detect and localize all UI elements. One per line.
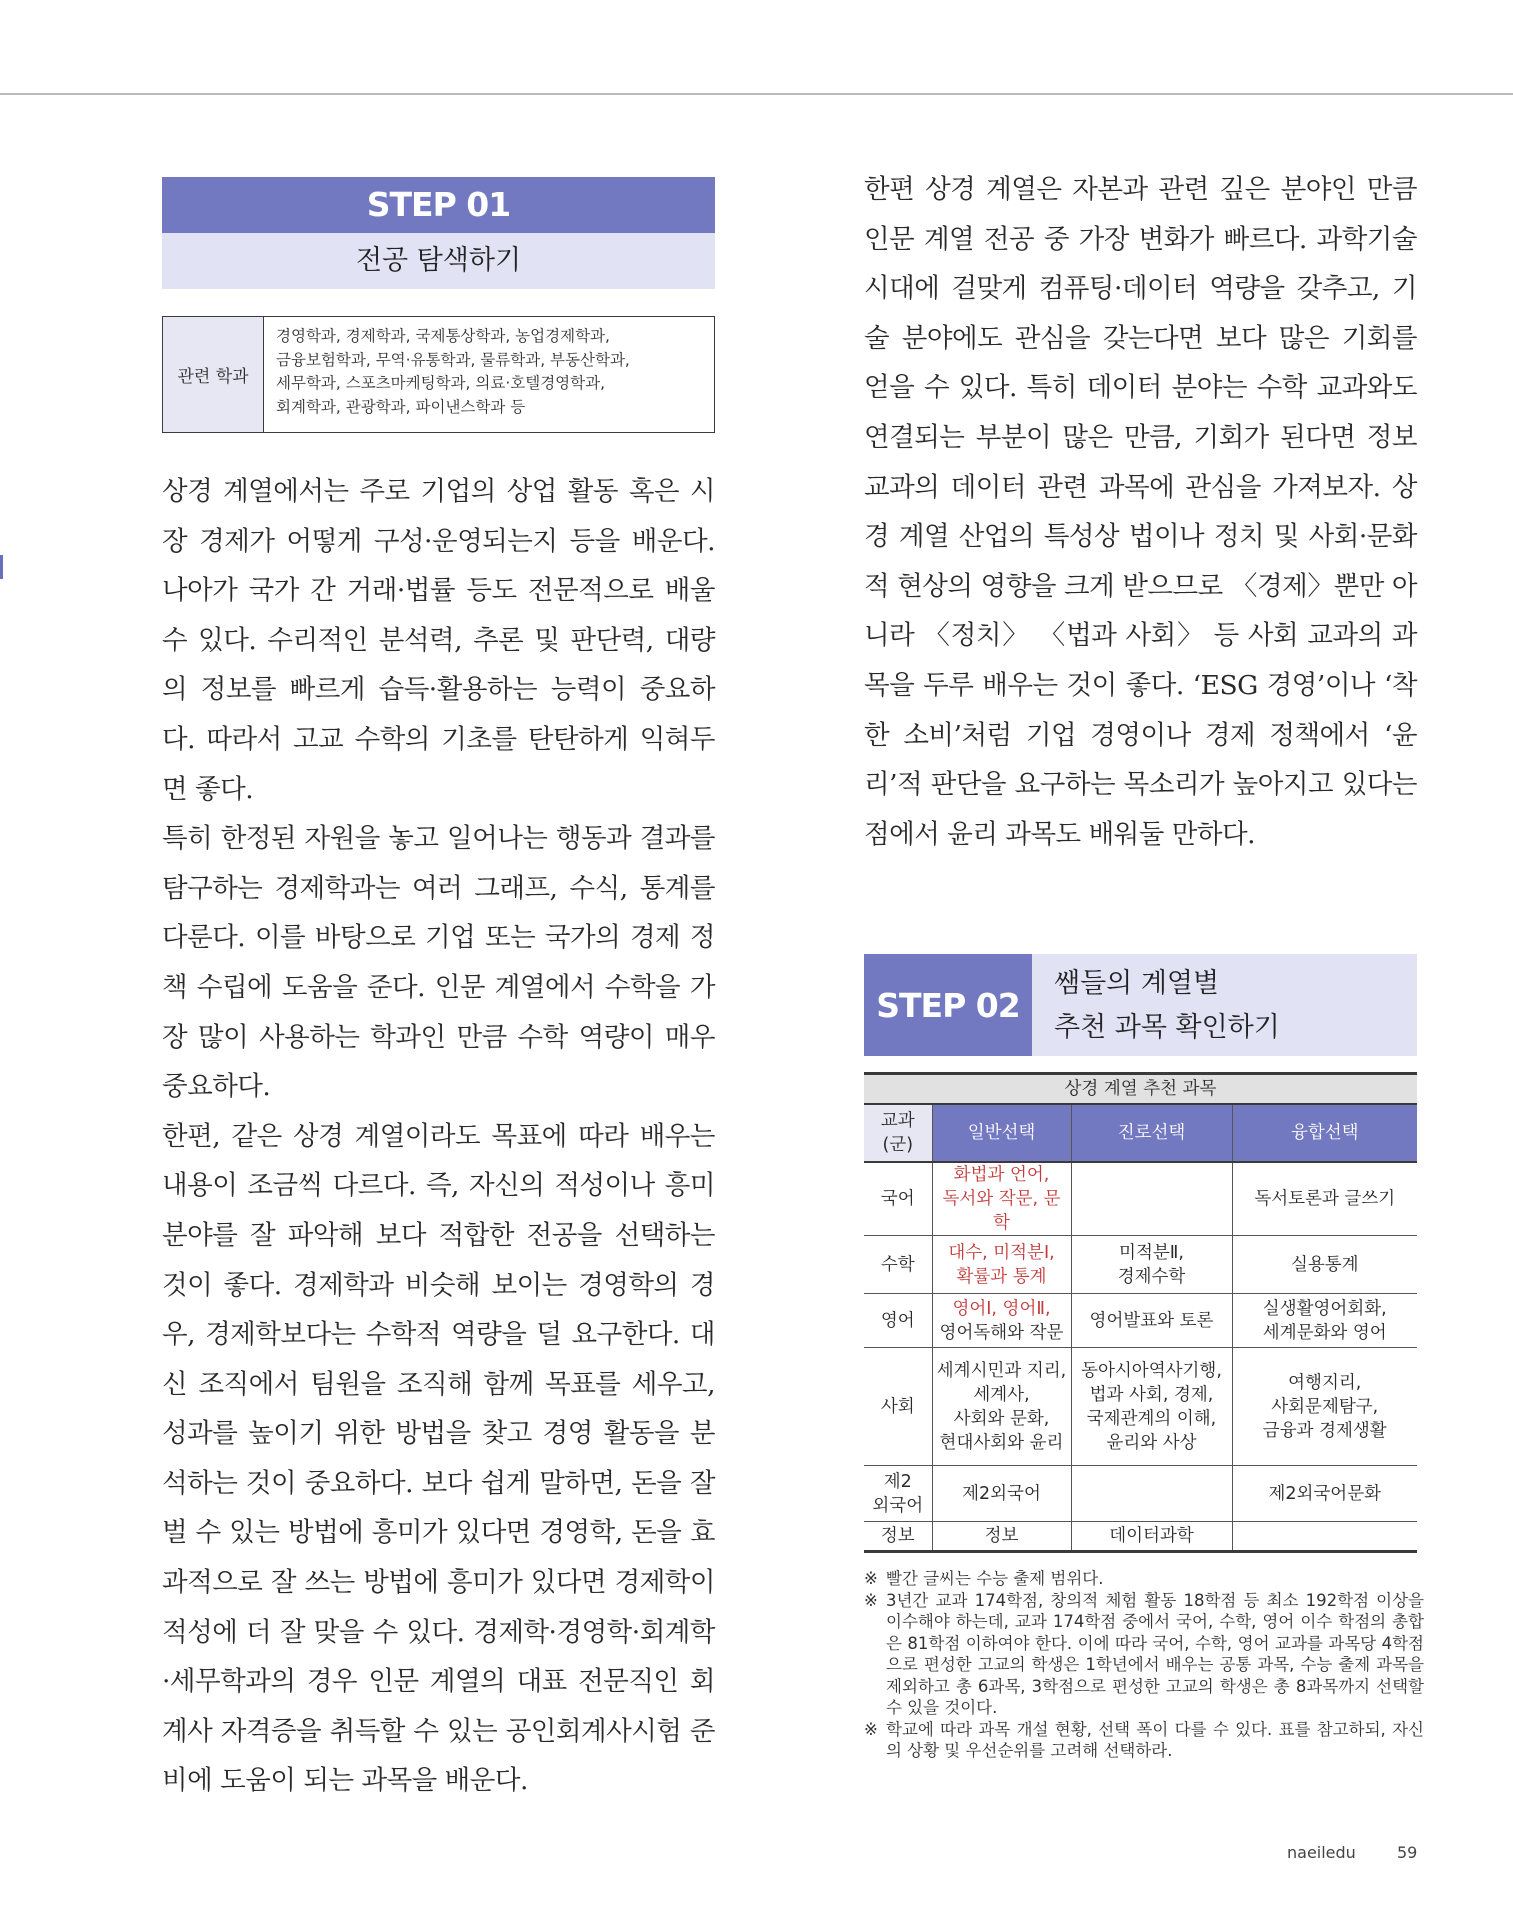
table-row xyxy=(864,1236,1417,1294)
left-column-body xyxy=(162,467,715,1806)
general-cell xyxy=(932,1162,1071,1236)
subject-line: 사회문제탐구, xyxy=(1271,1396,1379,1417)
fusion-cell xyxy=(1232,1294,1417,1348)
left-edge-marker xyxy=(0,555,3,579)
subject-line: 금융과 경제생활 xyxy=(1262,1420,1387,1441)
step2-title-line: 추천 과목 확인하기 xyxy=(1054,1012,1280,1043)
subject-line: 세계사, xyxy=(973,1384,1030,1405)
subject-line: 동아시아역사기행, xyxy=(1081,1360,1222,1381)
fusion-cell xyxy=(1232,1466,1417,1522)
footnote xyxy=(864,1719,1424,1762)
subject-line: 영어Ⅰ, 영어Ⅱ, xyxy=(952,1298,1051,1319)
subject-line: 미적분Ⅱ, xyxy=(1119,1242,1184,1263)
step2-header xyxy=(864,954,1417,1056)
subject-line: 윤리와 사상 xyxy=(1106,1432,1197,1453)
body-paragraph: 한편, 같은 상경 계열이라도 목표에 따라 배우는 내용이 조금씩 다르다. 즉, 자신의 적성이나 흥미 분야를 잘 파악해 보다 적합한 전공을 선택하는 것이 좋다. 경제학과 비슷해 보이는 경영학의 경우, 경제학보다는 수학적 역량을 덜 요구한다. 대신 조직에서 팀원을 조직해 함께 목표를 세우고, 성과를 높이기 위한 방법을 찾고 경영 활동을 분석하는 것이 중요하다. 보다 쉽게 말하면, 돈을 잘 벌 수 있는 방법에 흥미가 있다면 경영학, 돈을 효과적으로 잘 쓰는 방법에 흥미가 있다면 경제학이 적성에 더 잘 맞을 수 있다. 경제학·경영학·회계학·세무학과의 경우 인문 계열의 대표 전문직인 회계사 자격증을 취득할 수 있는 공인회계사시험 준비에 도움이 되는 과목을 배운다. xyxy=(162,1120,715,1797)
body-paragraph: 한편 상경 계열은 자본과 관련 깊은 분야인 만큼 인문 계열 전공 중 가장 변화가 빠르다. 과학기술 시대에 걸맞게 컴퓨팅·데이터 역량을 갖추고, 기술 분야에도 관심을 갖는다면 보다 많은 기회를 얻을 수 있다. 특히 데이터 분야는 수학 교과와도 연결되는 부분이 많은 만큼, 기회가 된다면 정보 교과의 데이터 관련 과목에 관심을 가져보자. 상경 계열 산업의 특성상 법이나 정치 및 사회·문화적 현상의 영향을 크게 받으므로 〈경제〉뿐만 아니라 〈정치〉 〈법과 사회〉 등 사회 교과의 과목을 두루 배우는 것이 좋다. ‘ESG 경영’이나 ‘착한 소비’처럼 기업 경영이나 경제 정책에서 ‘윤리’적 판단을 요구하는 목소리가 높아지고 있다는 점에서 윤리 과목도 배워둘 만하다. xyxy=(864,174,1417,850)
subject-line: 확률과 통계 xyxy=(956,1266,1047,1287)
subject-line: 정보 xyxy=(984,1526,1019,1546)
subject-line: 실생활영어회화, xyxy=(1262,1298,1387,1319)
career-cell xyxy=(1071,1162,1232,1236)
career-cell xyxy=(1071,1522,1232,1552)
related-departments-box xyxy=(162,316,715,433)
subject-line: 독서와 작문, 문학 xyxy=(942,1189,1061,1233)
subject-line: 데이터과학 xyxy=(1109,1526,1194,1546)
table-row xyxy=(864,1162,1417,1236)
footer-brand: naeiledu xyxy=(1287,1843,1356,1862)
body-paragraph: 특히 한정된 자원을 놓고 일어나는 행동과 결과를 탐구하는 경제학과는 여러 그래프, 수식, 통계를 다룬다. 이를 바탕으로 기업 또는 국가의 경제 정책 수립에 도움을 준다. 인문 계열에서 수학을 가장 많이 사용하는 학과인 만큼 수학 역량이 매우 중요하다. xyxy=(162,823,715,1103)
footnote xyxy=(864,1590,1424,1719)
related-departments-list xyxy=(264,317,714,432)
note-mark: ※ xyxy=(864,1569,878,1588)
table-row xyxy=(864,1294,1417,1348)
subject-line: 영어발표와 토론 xyxy=(1089,1310,1214,1331)
step2-title-line: 쌤들의 계열별 xyxy=(1054,968,1220,999)
subject-cell: 정보 xyxy=(864,1522,932,1552)
subject-line: 현대사회와 윤리 xyxy=(939,1432,1064,1453)
header-subject-group: 교과 (군) xyxy=(864,1104,932,1162)
fusion-cell xyxy=(1232,1236,1417,1294)
related-departments-label: 관련 학과 xyxy=(163,317,264,432)
subject-line: 여행지리, xyxy=(1288,1372,1362,1393)
table-row xyxy=(864,1522,1417,1552)
career-cell xyxy=(1071,1348,1232,1466)
subject-line: 국제관계의 이해, xyxy=(1086,1408,1217,1429)
dept-line: 세무학과, 스포츠마케팅학과, 의료·호텔경영학과, xyxy=(276,374,606,392)
fusion-cell xyxy=(1232,1162,1417,1236)
subject-line: 사회와 문화, xyxy=(953,1408,1050,1429)
top-rule xyxy=(0,93,1513,95)
subject-cell: 수학 xyxy=(864,1236,932,1294)
table-header-row xyxy=(864,1104,1417,1162)
dept-line: 회계학과, 관광학과, 파이낸스학과 등 xyxy=(276,397,526,416)
step2-tag: STEP 02 xyxy=(864,954,1032,1056)
career-cell xyxy=(1071,1466,1232,1522)
footnote xyxy=(864,1568,1424,1590)
general-cell xyxy=(932,1522,1071,1552)
general-cell xyxy=(932,1294,1071,1348)
footnote-text: 빨간 글씨는 수능 출제 범위다. xyxy=(886,1569,1104,1588)
subject-line: 독서토론과 글쓰기 xyxy=(1254,1189,1396,1209)
subject-line: 세계시민과 지리, xyxy=(936,1360,1067,1381)
general-cell xyxy=(932,1236,1071,1294)
subject-line: 법과 사회, 경제, xyxy=(1089,1384,1214,1405)
table-caption: 상경 계열 추천 과목 xyxy=(864,1074,1417,1105)
step1-tag: STEP 01 xyxy=(162,177,715,233)
subject-line: 제2외국어 xyxy=(962,1483,1041,1504)
step2-title xyxy=(1032,954,1417,1056)
table-row xyxy=(864,1466,1417,1522)
subject-line: 실용통계 xyxy=(1290,1254,1359,1275)
header-general: 일반선택 xyxy=(932,1104,1071,1162)
recommended-subjects-table xyxy=(864,1072,1417,1553)
subject-line: 영어독해와 작문 xyxy=(939,1322,1064,1343)
general-cell xyxy=(932,1466,1071,1522)
subject-line: 대수, 미적분Ⅰ, xyxy=(948,1242,1055,1263)
dept-line: 경영학과, 경제학과, 국제통상학과, 농업경제학과, xyxy=(276,327,610,345)
note-mark: ※ xyxy=(864,1719,878,1739)
header-fusion: 융합선택 xyxy=(1232,1104,1417,1162)
dept-line: 금융보험학과, 무역·유통학과, 물류학과, 부동산학과, xyxy=(276,350,630,369)
fusion-cell xyxy=(1232,1522,1417,1552)
footnote-text: 3년간 교과 174학점, 창의적 체험 활동 18학점 등 최소 192학점 이상을 이수해야 하는데, 교과 174학점 중에서 국어, 수학, 영어 이수 학점의 총합은 81학점 이하여야 한다. 이에 따라 국어, 수학, 영어 교과를 과목당 4학점으로 편성한 고교의 학생은 1학년에서 배우는 공통 과목, 수능 출제 과목을 제외하고 총 6과목, 3학점으로 편성한 고교의 학생은 총 8과목까지 선택할 수 있을 것이다. xyxy=(886,1590,1424,1717)
footnote-text: 학교에 따라 과목 개설 현황, 선택 폭이 다를 수 있다. 표를 참고하되, 자신의 상황 및 우선순위를 고려해 선택하라. xyxy=(886,1719,1424,1760)
general-cell xyxy=(932,1348,1071,1466)
subject-line: 제2외국어문화 xyxy=(1268,1483,1382,1504)
subject-cell: 제2 외국어 xyxy=(864,1466,932,1522)
note-mark: ※ xyxy=(864,1590,878,1610)
step1-header xyxy=(162,177,715,289)
body-paragraph: 상경 계열에서는 주로 기업의 상업 활동 혹은 시장 경제가 어떻게 구성·운영되는지 등을 배운다. 나아가 국가 간 거래·법률 등도 전문적으로 배울 수 있다. 수리적인 분석력, 추론 및 판단력, 대량의 정보를 빠르게 습득·활용하는 능력이 중요하다. 따라서 고교 수학의 기초를 탄탄하게 익혀두면 좋다. xyxy=(162,476,715,805)
subject-cell: 사회 xyxy=(864,1348,932,1466)
career-cell xyxy=(1071,1236,1232,1294)
career-cell xyxy=(1071,1294,1232,1348)
step1-title: 전공 탐색하기 xyxy=(162,233,715,289)
subject-line: 경제수학 xyxy=(1117,1266,1186,1287)
subject-cell: 국어 xyxy=(864,1162,932,1236)
fusion-cell xyxy=(1232,1348,1417,1466)
page-number: 59 xyxy=(1397,1843,1418,1862)
subject-cell: 영어 xyxy=(864,1294,932,1348)
table-row xyxy=(864,1348,1417,1466)
footnotes xyxy=(864,1568,1424,1762)
header-career: 진로선택 xyxy=(1071,1104,1232,1162)
subject-line: 화법과 언어, xyxy=(953,1165,1050,1185)
right-column-body xyxy=(864,165,1417,859)
subject-line: 세계문화와 영어 xyxy=(1262,1322,1387,1343)
